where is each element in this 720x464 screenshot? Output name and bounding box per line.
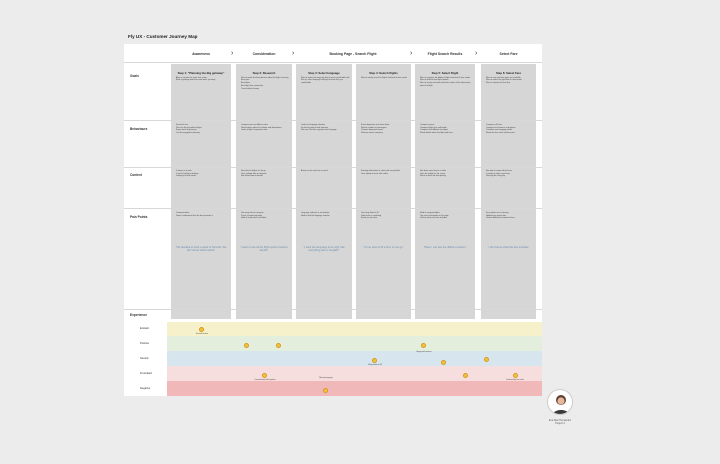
experience-note: Not my language — [319, 377, 333, 379]
bullet-item: • Scrolls the page to find selection — [301, 127, 351, 130]
mood-band-frustrated — [167, 366, 542, 381]
step-title: Step 1: "Planning the Big getaway" — [177, 71, 225, 75]
bullet-item: • Want to see what fare types are available — [486, 77, 535, 80]
bullet-item: • Want to select the language they're most comfortable with — [301, 77, 351, 80]
bullet-item: • Compares the features and options — [486, 127, 535, 130]
board-title: Fly UX - Customer Journey Map — [128, 34, 198, 39]
chevron-right-icon: › — [475, 50, 478, 57]
pain-points-cell — [172, 212, 230, 217]
customer-quote: "We decided to book a week of Tenerife. We don't know which airline" — [175, 246, 227, 253]
bullet-item: • Looks for language selection — [301, 124, 351, 127]
bullet-item: • Reviews search summary — [361, 132, 410, 135]
pain-points-cell — [237, 212, 291, 220]
row-label-behaviours: Behaviours — [130, 127, 148, 131]
mood-band-ecstatic — [167, 322, 542, 336]
bullet-item: • Has limited time to decide — [241, 175, 291, 178]
phase-flight-results: Flight Search Results — [427, 52, 463, 56]
phase-booking-search: Booking Page - Search Flight — [329, 52, 377, 56]
chevron-right-icon: › — [292, 50, 295, 57]
bullet-item: • Want to easily and understand how select all the information about the flight — [420, 82, 474, 87]
row-divider — [124, 167, 542, 168]
column-step-2 — [236, 64, 292, 319]
bullet-item: • Searches for flights on the go — [241, 170, 291, 173]
bullet-item: • Unclear differences between fares — [486, 217, 535, 220]
bullet-item: • Want to make the best decision about the flight choosing — [241, 77, 291, 80]
owner-info — [540, 419, 580, 426]
bullet-item: • Is on the laptop or desktop — [176, 173, 230, 176]
phase-awareness: Awareness — [192, 52, 210, 56]
goals-cell — [237, 72, 291, 90]
bullet-item: • Errors are not clear — [361, 217, 410, 220]
bullet-item: • Search for fun — [176, 124, 230, 127]
mood-band-positive — [167, 336, 542, 351]
bullet-item: • Best price — [241, 79, 291, 82]
bullet-item: • Best dates — [241, 82, 291, 85]
step-title: Step 5: Select Flight — [431, 71, 459, 75]
avatar[interactable] — [547, 389, 573, 415]
emoji-smile-icon — [276, 343, 281, 348]
bullet-item: • Unclear what each fare includes — [420, 217, 474, 220]
bullet-item: • Too many fields to fill — [361, 212, 410, 215]
context-cell — [172, 170, 230, 178]
experience-note: Overwhelmed with options — [254, 379, 276, 381]
goals-cell — [482, 72, 535, 85]
bullet-item: • Uses the mobile on the couch — [420, 173, 474, 176]
bullet-item: • Read reviews about the airlines and destinations — [241, 127, 291, 130]
context-cell — [482, 170, 535, 178]
behaviours-cell — [237, 124, 291, 132]
bullet-item: • Uses multiple tabs to compare — [241, 173, 291, 176]
bullet-item: • Want to easily search for flights that best fit their needs — [361, 77, 410, 80]
row-label-context: Context — [130, 173, 142, 177]
row-label-goals: Goals — [130, 74, 139, 78]
bullet-item: • Not sure if the site supports their language — [301, 129, 351, 132]
mood-label-frustrated: Frustrated — [140, 372, 152, 375]
owner-name: Eva Diaz Hernandez — [549, 419, 571, 422]
step-title: Step 3: Select language — [308, 71, 340, 75]
column-step-3 — [296, 64, 352, 319]
mood-label-neutral: Neutral — [140, 357, 149, 360]
mood-band-negative — [167, 381, 542, 396]
experience-note: Happy with options — [416, 351, 432, 353]
step-title: Step 2: Research — [252, 71, 276, 75]
pain-points-cell — [416, 212, 474, 220]
mood-label-ecstatic: Ecstatic — [140, 327, 150, 330]
goals-cell — [297, 72, 351, 85]
context-cell — [297, 170, 351, 173]
step-title: Step 6: Select Fare — [495, 71, 522, 75]
bullet-item: • Too many sites to compare — [241, 212, 291, 215]
bullet-item: • Compares prices — [420, 124, 474, 127]
bullet-item: • Entering information in a form with many fields — [361, 170, 410, 173]
bullet-item: • Fare options are confusing — [486, 212, 535, 215]
bullet-item: • Considers extra luggage needs — [486, 129, 535, 132]
customer-quote: "I want to see all the flight options before I decide" — [239, 246, 289, 253]
mood-label-negative: Negative — [140, 387, 151, 390]
goals-cell — [172, 72, 230, 82]
emoji-sad-icon — [262, 373, 267, 378]
customer-quote: "I don't know what the fare includes" — [487, 246, 530, 249]
emoji-neutral-icon — [484, 357, 489, 362]
phase-consideration: Consideration — [252, 52, 276, 56]
bullet-item: • Selects number of passengers — [361, 127, 410, 130]
column-step-4 — [356, 64, 411, 319]
bullet-item: • Keeps track of getaways — [176, 129, 230, 132]
bullet-item: • Compares the different fare types — [420, 129, 474, 132]
owner-role: Project 3 — [555, 422, 565, 426]
behaviours-cell — [357, 124, 410, 135]
behaviours-cell — [482, 124, 535, 135]
bullet-item: • Compares all fares — [486, 124, 535, 127]
emoji-smile-icon — [421, 343, 426, 348]
bullet-item: • Uses laptop at home with coffee — [361, 173, 410, 176]
row-divider — [124, 309, 542, 310]
row-divider — [124, 120, 542, 121]
bullet-item: • Date picker is confusing — [361, 215, 410, 218]
emoji-angry-icon — [323, 388, 328, 393]
column-step-1 — [171, 64, 231, 319]
goals-cell — [357, 72, 410, 79]
context-cell — [237, 170, 291, 178]
phase-select-fare: Select Fare — [499, 52, 518, 56]
bullet-item: • Best flight time connection — [241, 85, 291, 88]
pain-points-cell — [482, 212, 535, 220]
experience-note: Confused by fare rules — [505, 379, 525, 381]
emoji-smile-icon — [244, 343, 249, 348]
bullet-item: • Travel without bumps — [241, 88, 291, 91]
mood-label-positive: Positive — [140, 342, 150, 345]
experience-note: Excited to plan — [196, 333, 208, 335]
behaviours-cell — [172, 124, 230, 135]
bullet-item: • Reads details about the flight and fares — [420, 132, 474, 135]
bullet-item: • Hard to know what is included — [241, 217, 291, 220]
chevron-right-icon: › — [410, 50, 413, 57]
customer-quote: "I want the language to be right, like everything else is 'English'" — [303, 246, 345, 253]
bullet-item: • Arrives on the site from a search — [301, 170, 351, 173]
bullet-item: • Want to choose the best fare — [486, 82, 535, 85]
customer-quote: "Wow, I can see the different options" — [423, 246, 467, 249]
bullet-item: • Language selection is not intuitive — [301, 212, 351, 215]
experience-note: Many fields to fill — [368, 364, 382, 366]
bullet-item: • Doesn't understand who the best provider is — [176, 215, 230, 218]
person-icon — [548, 390, 573, 415]
emoji-neutral-icon — [441, 360, 446, 365]
bullet-item: • Wants to finish the task quickly — [420, 175, 474, 178]
bullet-item: • Planning for a long trip — [486, 175, 535, 178]
bullet-item: • Want to compare the different flights that best fit their needs — [420, 77, 474, 80]
bullet-item: • Hard to find the language switcher — [301, 215, 351, 218]
emoji-sad-icon — [463, 373, 468, 378]
pain-points-cell — [357, 212, 410, 220]
bullet-item: • Reads the fare rules and fine print — [486, 132, 535, 135]
row-label-pain-points: Pain Points — [130, 215, 148, 219]
bullet-item: • Enters departure and return dates — [361, 124, 410, 127]
bullet-item: • Hidden fees appear late — [486, 215, 535, 218]
row-divider — [124, 62, 542, 63]
emoji-excited-icon — [199, 327, 204, 332]
bullet-item: • Has been searching for a while — [420, 170, 474, 173]
chevron-right-icon: › — [231, 50, 234, 57]
step-title: Step 4: Search flights — [369, 71, 398, 75]
customer-quote: "It's so slow to fill a form in one go" — [363, 246, 404, 249]
bullet-item: • Looks at flight comparison sites — [241, 129, 291, 132]
column-step-5 — [415, 64, 475, 319]
bullet-item: • Has time to review all the fares — [486, 170, 535, 173]
bullet-item: • Set up, select language settings to where they are comfortable — [301, 79, 351, 84]
goals-cell — [416, 72, 474, 88]
bullet-item: • Communication — [176, 212, 230, 215]
row-label-experience: Experience — [130, 313, 148, 317]
bullet-item: • Looking at social media — [176, 175, 230, 178]
bullet-item: • Prices change frequently — [241, 215, 291, 218]
behaviours-cell — [416, 124, 474, 135]
bullet-item: • Want to find the best flight options — [420, 79, 474, 82]
bullet-item: • Hard to compare flights — [420, 212, 474, 215]
column-step-6 — [481, 64, 536, 319]
bullet-item: • Chooses departure airport — [361, 129, 410, 132]
bullet-item: • Compares flight time and length — [420, 127, 474, 130]
bullet-item: • Book a getaway and relax more time, get away — [176, 79, 230, 82]
bullet-item: • Is ready to make a purchase — [486, 173, 535, 176]
row-divider — [124, 208, 542, 209]
context-cell — [357, 170, 410, 175]
bullet-item: • Too much information on the page — [420, 215, 474, 218]
pain-points-cell — [297, 212, 351, 217]
bullet-item: • Compare price on different sites — [241, 124, 291, 127]
bullet-item: • Plans for the trip within budget — [176, 127, 230, 130]
bullet-item: • Can be engaged in planning — [176, 132, 230, 135]
bullet-item: • Is home or at work — [176, 170, 230, 173]
emoji-sad-icon — [513, 373, 518, 378]
bullet-item: • Want to select the right fare for their needs — [486, 79, 535, 82]
context-cell — [416, 170, 474, 178]
behaviours-cell — [297, 124, 351, 132]
bullet-item: • Allow a vacation for more than a day — [176, 77, 230, 80]
emoji-neutral-icon — [372, 358, 377, 363]
